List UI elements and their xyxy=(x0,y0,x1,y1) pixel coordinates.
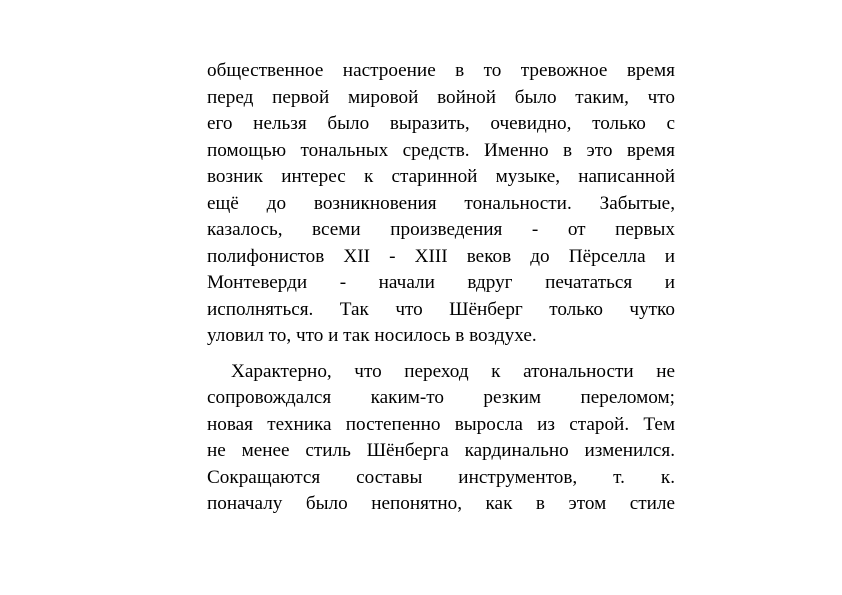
text-line: ещё до возникновения тональности. Забытые, xyxy=(207,192,675,214)
text-line: помощью тональных средств. Именно в это время xyxy=(207,139,675,161)
paragraph xyxy=(207,58,675,350)
text-line: полифонистов XII - XIII веков до Пёрселла и xyxy=(207,245,675,267)
text-line: не менее стиль Шёнберга кардинально изменился. xyxy=(207,440,675,461)
text-line: его нельзя было выразить, очевидно, только с xyxy=(207,113,675,134)
text-line: общественное настроение в то тревожное время xyxy=(207,60,675,81)
text-line: Сокращаются составы инструментов, т. к. xyxy=(207,466,675,488)
text-line: сопровождался каким-то резким переломом; xyxy=(207,387,675,408)
text-line: поначалу было непонятно, как в этом стиле xyxy=(207,493,675,514)
text-line: уловил то, что и так носилось в воздухе. xyxy=(207,325,537,346)
paragraph-spacing xyxy=(207,350,675,359)
text-line: возник интерес к старинной музыке, написанной xyxy=(207,166,675,187)
text-line: перед первой мировой войной было таким, что xyxy=(207,86,675,108)
paragraph xyxy=(207,359,675,518)
body-text xyxy=(207,58,675,518)
text-line: Характерно, что переход к атональности не xyxy=(231,360,675,382)
text-line: исполняться. Так что Шёнберг только чутко xyxy=(207,298,675,320)
text-line: казалось, всеми произведения - от первых xyxy=(207,219,675,240)
text-line: Монтеверди - начали вдруг печататься и xyxy=(207,272,675,293)
text-line: новая техника постепенно выросла из старой. Тем xyxy=(207,413,675,435)
